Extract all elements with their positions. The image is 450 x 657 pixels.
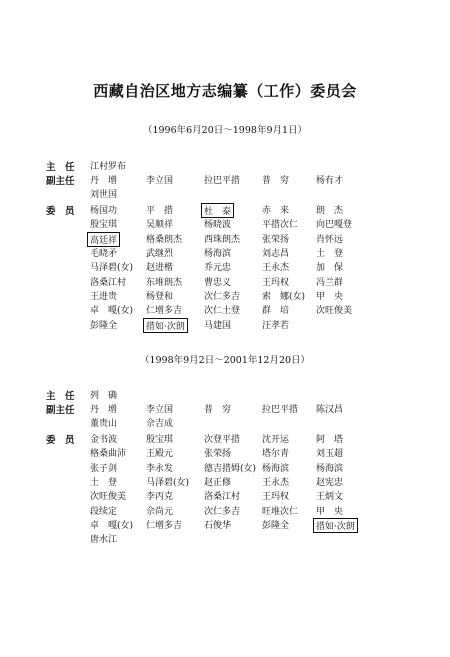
member-name: 杜 泰 xyxy=(201,203,234,218)
member-name: 杨国功 xyxy=(90,206,118,216)
member-name: 李丙克 xyxy=(146,492,174,503)
member-name: 唐水江 xyxy=(90,535,118,546)
member-name: 措如·次朗 xyxy=(313,518,358,533)
member-name: 次旺俊美 xyxy=(316,306,353,317)
member-name: 格桑朗杰 xyxy=(146,234,183,245)
member-name: 甲 央 xyxy=(316,292,344,303)
member-name: 李立国 xyxy=(146,176,174,186)
member-name: 西珠朗杰 xyxy=(204,234,241,245)
role-label: 委 员 xyxy=(46,206,75,217)
member-name: 仁增多吉 xyxy=(146,306,183,317)
member-name: 卓 嘎(女) xyxy=(90,521,134,532)
member-name: 洛桑江村 xyxy=(204,492,241,503)
member-name: 次旺俊美 xyxy=(90,492,127,503)
member-name: 赵进楷 xyxy=(146,263,174,274)
member-name: 毛晓矛 xyxy=(90,249,118,260)
member-name: 普 穷 xyxy=(204,405,232,415)
term-period: （1998年9月2日～2001年12月20日） xyxy=(139,355,311,366)
member-name: 王玛权 xyxy=(262,277,290,288)
member-name: 佘尚元 xyxy=(146,506,174,517)
member-name: 杨海滨 xyxy=(316,463,344,474)
member-name: 刘世国 xyxy=(90,190,118,201)
member-name: 次仁土登 xyxy=(204,306,241,317)
role-label: 委 员 xyxy=(46,435,75,446)
member-name: 仁增多吉 xyxy=(146,521,183,532)
member-name: 阿 塔 xyxy=(316,435,344,445)
page-title: 西藏自治区地方志编纂（工作）委员会 xyxy=(93,82,357,100)
member-name: 加 保 xyxy=(316,263,344,274)
member-name: 张荣扬 xyxy=(262,234,290,245)
member-name: 丹 增 xyxy=(90,176,118,186)
member-name: 武继烈 xyxy=(146,249,174,260)
member-name: 向巴嘎登 xyxy=(316,220,353,231)
member-name: 甲 央 xyxy=(316,506,344,517)
member-name: 杨有才 xyxy=(316,176,344,186)
member-name: 冯兰群 xyxy=(316,277,344,288)
role-label: 副主任 xyxy=(46,405,75,416)
member-name: 王永杰 xyxy=(262,478,290,489)
member-name: 王玛权 xyxy=(262,492,290,503)
member-name: 王炳文 xyxy=(316,492,344,503)
member-name: 赵宪忠 xyxy=(316,478,344,489)
member-name: 吴顺祥 xyxy=(146,220,174,231)
member-name: 张荣扬 xyxy=(204,449,232,460)
member-name: 措如·次朗 xyxy=(143,318,188,333)
member-name: 肖怀远 xyxy=(316,234,344,245)
member-name: 石俊华 xyxy=(204,521,232,532)
member-name: 杨登和 xyxy=(146,292,174,303)
member-name: 高廷祥 xyxy=(87,232,120,247)
member-name: 王殿元 xyxy=(146,449,174,460)
member-name: 马泽碧(女) xyxy=(146,478,190,489)
member-name: 塔尔青 xyxy=(262,449,290,460)
member-name: 群 培 xyxy=(262,306,290,317)
member-name: 江村罗布 xyxy=(90,162,127,172)
role-label: 主 任 xyxy=(46,391,75,402)
member-name: 张子剑 xyxy=(90,463,118,474)
member-name: 旺堆次仁 xyxy=(262,506,299,517)
member-name: 段续定 xyxy=(90,506,118,517)
member-name: 索 娜(女) xyxy=(262,292,306,303)
member-name: 董贵山 xyxy=(90,419,118,430)
member-name: 李立国 xyxy=(146,405,174,415)
member-name: 金书波 xyxy=(90,435,118,445)
member-name: 沈开运 xyxy=(262,435,290,445)
member-name: 曹忠义 xyxy=(204,277,232,288)
member-name: 马泽碧(女) xyxy=(90,263,134,274)
role-label: 副主任 xyxy=(46,176,75,187)
member-name: 德吉措姆(女) xyxy=(204,463,257,474)
member-name: 赵正修 xyxy=(204,478,232,489)
member-name: 殷宝琪 xyxy=(146,435,174,445)
member-name: 土 登 xyxy=(90,478,118,489)
member-name: 列 确 xyxy=(90,391,118,401)
member-name: 次登平措 xyxy=(204,435,241,445)
member-name: 拉巴平措 xyxy=(204,176,241,186)
member-name: 土 登 xyxy=(316,249,344,260)
member-name: 汪孝若 xyxy=(262,320,290,331)
member-name: 拉巴平措 xyxy=(262,405,299,415)
member-name: 平措次仁 xyxy=(262,220,299,231)
member-name: 平 措 xyxy=(146,206,174,216)
member-name: 李永发 xyxy=(146,463,174,474)
member-name: 彭隆全 xyxy=(90,320,118,331)
member-name: 王永杰 xyxy=(262,263,290,274)
member-name: 格桑曲沛 xyxy=(90,449,127,460)
member-name: 杨海滨 xyxy=(204,249,232,260)
member-name: 佘吉成 xyxy=(146,419,174,430)
term-period: （1996年6月20日～1998年9月1日） xyxy=(142,125,308,136)
member-name: 丹 增 xyxy=(90,405,118,415)
member-name: 普 穷 xyxy=(262,176,290,186)
member-name: 殷宝琪 xyxy=(90,220,118,231)
member-name: 彭隆全 xyxy=(262,521,290,532)
member-name: 杨海滨 xyxy=(262,463,290,474)
member-name: 陈汉昌 xyxy=(316,405,344,415)
member-name: 赤 来 xyxy=(262,206,290,216)
member-name: 次仁多吉 xyxy=(204,292,241,303)
member-name: 刘玉超 xyxy=(316,449,344,460)
member-name: 东堆朗杰 xyxy=(146,277,183,288)
member-name: 洛桑江村 xyxy=(90,277,127,288)
member-name: 乔元忠 xyxy=(204,263,232,274)
member-name: 杨晓波 xyxy=(204,220,232,231)
member-name: 刘志昌 xyxy=(262,249,290,260)
member-name: 卓 嘎(女) xyxy=(90,306,134,317)
member-name: 王进贵 xyxy=(90,292,118,303)
member-name: 朗 杰 xyxy=(316,206,344,216)
member-name: 马建国 xyxy=(204,320,232,331)
role-label: 主 任 xyxy=(46,162,75,173)
member-name: 次仁多吉 xyxy=(204,506,241,517)
